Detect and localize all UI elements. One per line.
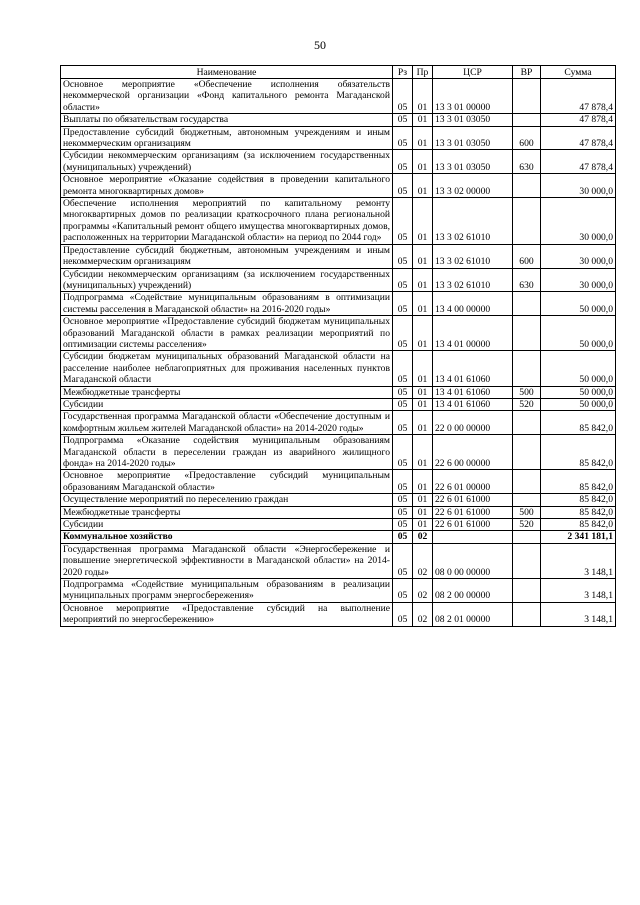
- cell-rz: 05: [393, 435, 413, 470]
- cell-name: Подпрограмма «Содействие муниципальным образованиям в оптимизации системы расселения в Магаданской области» на 2016-2020 годы»: [61, 292, 393, 316]
- cell-csr: 22 0 00 00000: [433, 411, 513, 435]
- budget-table: [60, 65, 616, 627]
- cell-csr: 13 3 02 61010: [433, 268, 513, 292]
- table-row: [61, 470, 616, 494]
- cell-vr: [513, 292, 541, 316]
- cell-sum: 85 842,0: [541, 506, 616, 518]
- cell-csr: 13 3 02 61010: [433, 244, 513, 268]
- header-rz: Рз: [393, 66, 413, 79]
- cell-vr: 520: [513, 519, 541, 531]
- cell-vr: 520: [513, 398, 541, 410]
- cell-name: Межбюджетные трансферты: [61, 506, 393, 518]
- cell-csr: 22 6 01 61000: [433, 519, 513, 531]
- cell-sum: 50 000,0: [541, 316, 616, 351]
- cell-name: Субсидии некоммерческим организациям (за исключением государственных (муниципальных) учреждений): [61, 150, 393, 174]
- cell-name: Основное мероприятие «Обеспечение исполнения обязательств некоммерческой организации «Фонд капитального ремонта Магаданской области»: [61, 79, 393, 114]
- cell-name: Основное мероприятие «Предоставление субсидий бюджетам муниципальных образований Магаданской области в рамках реализации мероприятий по оптимизации системы расселения»: [61, 316, 393, 351]
- header-vr: ВР: [513, 66, 541, 79]
- cell-vr: [513, 435, 541, 470]
- cell-rz: 05: [393, 398, 413, 410]
- cell-rz: 05: [393, 351, 413, 386]
- cell-name: Основное мероприятие «Предоставление субсидий муниципальным образованиям Магаданской области»: [61, 470, 393, 494]
- cell-vr: 600: [513, 126, 541, 150]
- cell-pr: 01: [413, 244, 433, 268]
- cell-csr: 13 4 01 61060: [433, 351, 513, 386]
- cell-sum: 2 341 181,1: [541, 531, 616, 543]
- table-row: [61, 316, 616, 351]
- cell-name: Субсидии: [61, 519, 393, 531]
- cell-sum: 50 000,0: [541, 292, 616, 316]
- cell-name: Основное мероприятие «Оказание содействия в проведении капитального ремонта многоквартирных домов»: [61, 174, 393, 198]
- cell-name: Субсидии: [61, 398, 393, 410]
- table-header-row: [61, 66, 616, 79]
- cell-name: Обеспечение исполнения мероприятий по капитальному ремонту многоквартирных домов по реализации краткосрочного плана региональной программы «Капитальный ремонт общего имущества многоквартирных домов, расположенных на территории Магаданской области» на период по 2044 год»: [61, 198, 393, 245]
- cell-csr: 13 3 01 03050: [433, 114, 513, 126]
- cell-name: Межбюджетные трансферты: [61, 386, 393, 398]
- cell-sum: 85 842,0: [541, 411, 616, 435]
- cell-rz: 05: [393, 579, 413, 603]
- cell-sum: 50 000,0: [541, 351, 616, 386]
- cell-rz: 05: [393, 150, 413, 174]
- cell-csr: 08 0 00 00000: [433, 543, 513, 578]
- cell-rz: 05: [393, 126, 413, 150]
- cell-pr: 02: [413, 579, 433, 603]
- cell-rz: 05: [393, 494, 413, 506]
- cell-pr: 02: [413, 531, 433, 543]
- cell-csr: 13 4 01 00000: [433, 316, 513, 351]
- cell-pr: 01: [413, 174, 433, 198]
- cell-vr: [513, 79, 541, 114]
- table-row: [61, 126, 616, 150]
- cell-csr: [433, 531, 513, 543]
- cell-vr: 630: [513, 268, 541, 292]
- cell-rz: 05: [393, 316, 413, 351]
- cell-vr: [513, 470, 541, 494]
- table-row: [61, 531, 616, 543]
- cell-csr: 22 6 00 00000: [433, 435, 513, 470]
- page-number: 50: [314, 38, 326, 52]
- header-pr: Пр: [413, 66, 433, 79]
- cell-csr: 08 2 00 00000: [433, 579, 513, 603]
- cell-rz: 05: [393, 543, 413, 578]
- cell-name: Предоставление субсидий бюджетным, автономным учреждениям и иным некоммерческим организациям: [61, 126, 393, 150]
- table-row: [61, 519, 616, 531]
- table-body: [61, 79, 616, 627]
- table-row: [61, 79, 616, 114]
- cell-pr: 01: [413, 386, 433, 398]
- cell-sum: 3 148,1: [541, 543, 616, 578]
- cell-pr: 01: [413, 316, 433, 351]
- cell-name: Предоставление субсидий бюджетным, автономным учреждениям и иным некоммерческим организациям: [61, 244, 393, 268]
- cell-pr: 01: [413, 198, 433, 245]
- cell-csr: 13 3 01 03050: [433, 126, 513, 150]
- cell-rz: 05: [393, 114, 413, 126]
- table-row: [61, 398, 616, 410]
- cell-sum: 47 878,4: [541, 79, 616, 114]
- cell-sum: 30 000,0: [541, 198, 616, 245]
- cell-pr: 01: [413, 351, 433, 386]
- cell-rz: 05: [393, 519, 413, 531]
- cell-sum: 47 878,4: [541, 150, 616, 174]
- cell-rz: 05: [393, 506, 413, 518]
- table-row: [61, 244, 616, 268]
- cell-vr: [513, 114, 541, 126]
- cell-name: Коммунальное хозяйство: [61, 531, 393, 543]
- cell-vr: 630: [513, 150, 541, 174]
- cell-csr: 13 4 01 61060: [433, 398, 513, 410]
- cell-vr: [513, 316, 541, 351]
- cell-sum: 85 842,0: [541, 435, 616, 470]
- cell-vr: [513, 351, 541, 386]
- cell-rz: 05: [393, 244, 413, 268]
- cell-name: Субсидии бюджетам муниципальных образований Магаданской области на расселение наиболее неблагоприятных для проживания населенных пунктов Магаданской области: [61, 351, 393, 386]
- header-sum: Сумма: [541, 66, 616, 79]
- cell-pr: 01: [413, 411, 433, 435]
- cell-csr: 13 3 02 61010: [433, 198, 513, 245]
- cell-pr: 01: [413, 114, 433, 126]
- cell-name: Основное мероприятие «Предоставление субсидий на выполнение мероприятий по энергосбережению»: [61, 602, 393, 626]
- table-row: [61, 386, 616, 398]
- cell-sum: 30 000,0: [541, 268, 616, 292]
- cell-vr: [513, 174, 541, 198]
- cell-name: Подпрограмма «Оказание содействия муниципальным образованиям Магаданской области в переселении граждан из аварийного жилищного фонда» на 2014-2020 годы»: [61, 435, 393, 470]
- cell-pr: 01: [413, 398, 433, 410]
- cell-rz: 05: [393, 174, 413, 198]
- table-row: [61, 506, 616, 518]
- cell-pr: 01: [413, 79, 433, 114]
- cell-pr: 02: [413, 543, 433, 578]
- cell-pr: 01: [413, 506, 433, 518]
- cell-vr: 500: [513, 386, 541, 398]
- cell-pr: 01: [413, 494, 433, 506]
- table-row: [61, 602, 616, 626]
- cell-rz: 05: [393, 292, 413, 316]
- cell-name: Выплаты по обязательствам государства: [61, 114, 393, 126]
- cell-pr: 01: [413, 292, 433, 316]
- cell-rz: 05: [393, 79, 413, 114]
- cell-rz: 05: [393, 411, 413, 435]
- cell-vr: [513, 579, 541, 603]
- cell-pr: 01: [413, 126, 433, 150]
- table-row: [61, 150, 616, 174]
- table-row: [61, 268, 616, 292]
- cell-sum: 30 000,0: [541, 244, 616, 268]
- cell-vr: [513, 602, 541, 626]
- cell-sum: 47 878,4: [541, 114, 616, 126]
- cell-pr: 01: [413, 150, 433, 174]
- cell-pr: 01: [413, 268, 433, 292]
- cell-pr: 02: [413, 602, 433, 626]
- cell-rz: 05: [393, 470, 413, 494]
- cell-csr: 13 3 02 00000: [433, 174, 513, 198]
- header-csr: ЦСР: [433, 66, 513, 79]
- cell-csr: 13 3 01 00000: [433, 79, 513, 114]
- table-row: [61, 292, 616, 316]
- cell-sum: 30 000,0: [541, 174, 616, 198]
- table-row: [61, 114, 616, 126]
- cell-vr: 600: [513, 244, 541, 268]
- cell-rz: 05: [393, 386, 413, 398]
- cell-csr: 22 6 01 61000: [433, 494, 513, 506]
- cell-name: Осуществление мероприятий по переселению граждан: [61, 494, 393, 506]
- cell-name: Государственная программа Магаданской области «Энергосбережение и повышение энергетической эффективности в Магаданской области» на 2014-2020 годы»: [61, 543, 393, 578]
- cell-name: Субсидии некоммерческим организациям (за исключением государственных (муниципальных) учреждений): [61, 268, 393, 292]
- cell-pr: 01: [413, 470, 433, 494]
- table-row: [61, 579, 616, 603]
- cell-csr: 22 6 01 00000: [433, 470, 513, 494]
- header-name: Наименование: [61, 66, 393, 79]
- cell-vr: [513, 198, 541, 245]
- table-row: [61, 174, 616, 198]
- cell-vr: [513, 411, 541, 435]
- table-row: [61, 198, 616, 245]
- cell-rz: 05: [393, 602, 413, 626]
- cell-rz: 05: [393, 531, 413, 543]
- table-row: [61, 411, 616, 435]
- cell-vr: [513, 543, 541, 578]
- cell-vr: [513, 531, 541, 543]
- cell-rz: 05: [393, 268, 413, 292]
- cell-vr: [513, 494, 541, 506]
- cell-csr: 22 6 01 61000: [433, 506, 513, 518]
- cell-pr: 01: [413, 435, 433, 470]
- cell-sum: 85 842,0: [541, 494, 616, 506]
- cell-vr: 500: [513, 506, 541, 518]
- cell-sum: 3 148,1: [541, 602, 616, 626]
- cell-sum: 85 842,0: [541, 470, 616, 494]
- cell-sum: 50 000,0: [541, 398, 616, 410]
- table-row: [61, 351, 616, 386]
- cell-sum: 85 842,0: [541, 519, 616, 531]
- cell-name: Государственная программа Магаданской области «Обеспечение доступным и комфортным жильем жителей Магаданской области» на 2014-2020 годы»: [61, 411, 393, 435]
- cell-sum: 50 000,0: [541, 386, 616, 398]
- table-row: [61, 435, 616, 470]
- table-row: [61, 543, 616, 578]
- cell-csr: 08 2 01 00000: [433, 602, 513, 626]
- cell-sum: 47 878,4: [541, 126, 616, 150]
- cell-csr: 13 3 01 03050: [433, 150, 513, 174]
- cell-pr: 01: [413, 519, 433, 531]
- table-row: [61, 494, 616, 506]
- cell-csr: 13 4 01 61060: [433, 386, 513, 398]
- cell-csr: 13 4 00 00000: [433, 292, 513, 316]
- cell-rz: 05: [393, 198, 413, 245]
- cell-name: Подпрограмма «Содействие муниципальным образованиям в реализации муниципальных программ энергосбережения»: [61, 579, 393, 603]
- cell-sum: 3 148,1: [541, 579, 616, 603]
